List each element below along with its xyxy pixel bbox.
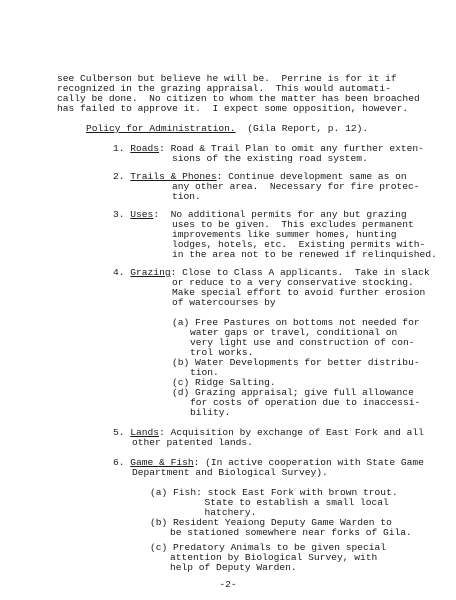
- item-number: 5.: [113, 427, 125, 438]
- policy-heading-line: [86, 124, 368, 134]
- intro-line-1: see Culberson but believe he will be. Perrine is for it if: [57, 73, 397, 84]
- game-sub-a-line-3: hatchery.: [170, 507, 257, 518]
- item-title-lands: Lands: [130, 427, 160, 438]
- item-uses-line-5: in the area not to be renewed if relinquished.: [172, 249, 437, 260]
- item-grazing-line-1: 4. Grazing: Close to Class A applicants. Take in slack: [113, 267, 430, 278]
- game-sub-c-line-3: help of Deputy Warden.: [170, 562, 297, 573]
- item-title-roads: Roads: [130, 143, 160, 154]
- game-sub-b-line-1: (b) Resident Yeaiong Deputy Game Warden to: [150, 517, 392, 528]
- item-title-trails-phones: Trails & Phones: [130, 171, 217, 182]
- grazing-sub-a-line-2: water gaps or travel, conditional on: [190, 327, 398, 338]
- grazing-sub-d-line-1: (d) Grazing appraisal; give full allowance: [172, 387, 414, 398]
- sub-label: (c): [150, 542, 168, 553]
- page-number: -2-: [219, 579, 237, 590]
- item-trails-line-1: 2. Trails & Phones: Continue development same as on: [113, 171, 407, 182]
- sub-label: (c): [172, 377, 190, 388]
- game-sub-a-line-1: (a) Fish: stock East Fork with brown trout.: [150, 487, 398, 498]
- intro-line-3: cally be done. No citizen to whom the matter has been broached: [57, 93, 420, 104]
- item-title-uses: Uses: [130, 209, 154, 220]
- grazing-sub-d-line-3: bility.: [190, 407, 231, 418]
- item-trails-line-3: tion.: [172, 191, 201, 202]
- policy-heading: Policy for Administration.: [86, 123, 236, 134]
- item-grazing-line-3: Make special effort to avoid further erosion: [172, 287, 426, 298]
- item-uses-line-2: uses to be given. This excludes permanent: [172, 219, 414, 230]
- policy-reference: (Gila Report, p. 12).: [247, 123, 369, 134]
- item-number: 4.: [113, 267, 125, 278]
- item-game-line-1: 6. Game & Fish: (In active cooperation with State Game: [113, 457, 424, 468]
- item-title-grazing: Grazing: [130, 267, 171, 278]
- item-number: 2.: [113, 171, 125, 182]
- item-uses-line-4: lodges, hotels, etc. Existing permits with-: [172, 239, 426, 250]
- grazing-sub-b-line-1: (b) Water Developments for better distribu-: [172, 357, 420, 368]
- sub-label: (a): [150, 487, 168, 498]
- sub-label: (b): [150, 517, 168, 528]
- item-roads-line-1: 1. Roads: Road & Trail Plan to omit any further exten-: [113, 143, 424, 154]
- item-number: 3.: [113, 209, 125, 220]
- game-sub-c-line-2: attention by Biological Survey, with: [170, 552, 378, 563]
- grazing-sub-b-line-2: tion.: [190, 367, 219, 378]
- item-number: 6.: [113, 457, 125, 468]
- grazing-sub-d-line-2: for costs of operation due to inaccessi-: [190, 397, 421, 408]
- game-sub-c-line-1: (c) Predatory Animals to be given special: [150, 542, 387, 553]
- item-title-game-fish: Game & Fish: [130, 457, 194, 468]
- item-grazing-line-4: of watercourses by: [172, 297, 276, 308]
- item-grazing-line-2: or reduce to a very conservative stocking.: [172, 277, 414, 288]
- item-uses-line-1: 3. Uses: No additional permits for any but grazing: [113, 209, 407, 220]
- item-uses-line-3: improvements like summer homes, hunting: [172, 229, 397, 240]
- game-sub-a-line-2: State to establish a small local: [170, 497, 389, 508]
- item-lands-line-2: other patented lands.: [132, 437, 253, 448]
- game-sub-b-line-2: be stationed somewhere near forks of Gila.: [170, 527, 412, 538]
- sub-label: (b): [172, 357, 190, 368]
- item-game-line-2: Department and Biological Survey).: [132, 467, 328, 478]
- sub-label: (a): [172, 317, 190, 328]
- intro-line-4: has failed to approve it. I expect some opposition, however.: [57, 103, 409, 114]
- sub-label: (d): [172, 387, 190, 398]
- grazing-sub-a-line-1: (a) Free Pastures on bottoms not needed for: [172, 317, 420, 328]
- intro-line-2: recognized in the grazing appraisal. This would automati-: [57, 83, 391, 94]
- item-roads-line-2: sions of the existing road system.: [172, 153, 368, 164]
- grazing-sub-c-line-1: (c) Ridge Salting.: [172, 377, 276, 388]
- item-number: 1.: [113, 143, 125, 154]
- grazing-sub-a-line-3: very light use and construction of con-: [190, 337, 415, 348]
- grazing-sub-a-line-4: trol works.: [190, 347, 254, 358]
- item-trails-line-2: any other area. Necessary for fire protec-: [172, 181, 420, 192]
- item-lands-line-1: 5. Lands: Acquisition by exchange of East Fork and all: [113, 427, 424, 438]
